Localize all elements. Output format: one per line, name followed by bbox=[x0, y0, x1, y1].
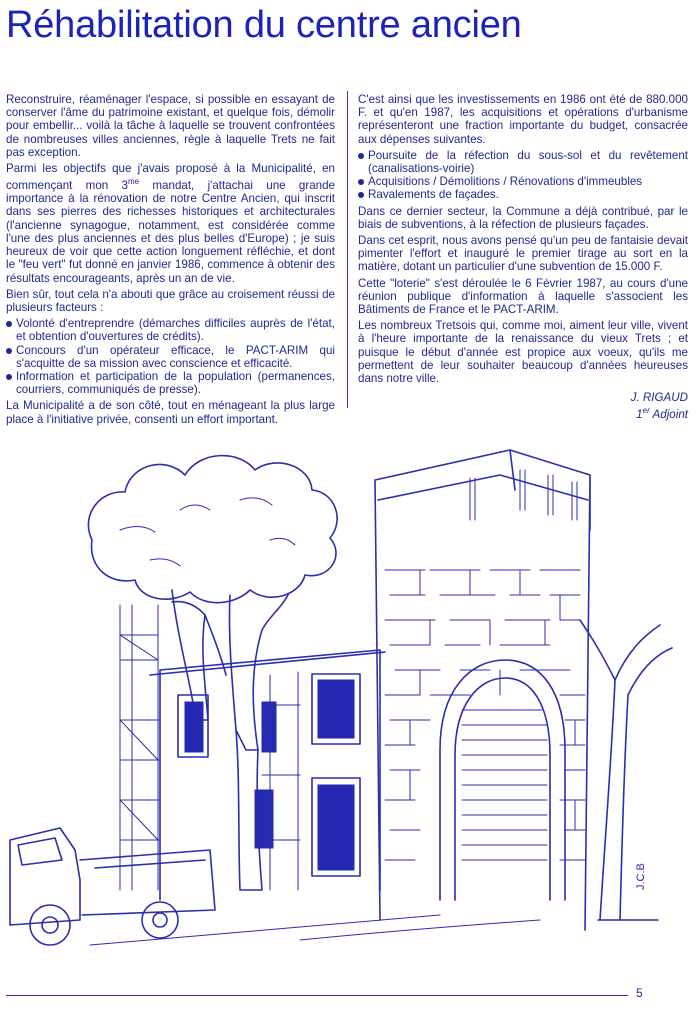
page-number: 5 bbox=[636, 986, 643, 1000]
paragraph: Bien sûr, tout cela n'a abouti que grâce au croisement réussi de plusieurs facteurs : bbox=[6, 287, 335, 314]
paragraph: Reconstruire, réaménager l'espace, si possible en essayant de conserver l'âme du patrimoine existant, et quelque fois, démolir pour embellir... voilà la tâche à laquelle se trouvent confrontées de nombreuses villes anciennes, règle à laquelle Trets ne fait pas exception. bbox=[6, 93, 335, 159]
bullet-list bbox=[6, 317, 335, 396]
bullet-list bbox=[358, 149, 688, 202]
paragraph: Dans cet esprit, nous avons pensé qu'un peu de fantaisie devait pimenter l'effort et inauguré le premier tirage au sort en la matière, dotant un particulier d'une subvention de 15.000 F. bbox=[358, 234, 688, 274]
artist-initials: J.C.B bbox=[635, 863, 647, 890]
paragraph: Parmi les objectifs que j'avais proposé à la Municipalité, en commençant mon $3^{me}$ mandat, j'attachai une grande importance à la rénovation de notre Centre Ancien, qui inscrit dans ses pierres des richesses historiques et architecturales (l'ancienne synagogue, notamment, est considérée comme l'une des plus anciennes et des plus belles d'Europe) ; je suis heureux de voir que cette action longuement réfléchie, et dont le "feu vert" fut donné en janvier 1986, commence à obtenir des résultats encourageants, après un an de vie. bbox=[6, 162, 335, 285]
list-item: Information et participation de la population (permanences, courriers, communiqués de presse). bbox=[6, 370, 335, 396]
list-item: Volonté d'entreprendre (démarches difficiles auprès de l'état, et obtention d'ouvertures de crédits). bbox=[6, 317, 335, 343]
right-column bbox=[358, 93, 688, 421]
list-item: Concours d'un opérateur efficace, le PACT-ARIM qui s'acquitte de sa mission avec conscience et efficacité. bbox=[6, 344, 335, 370]
paragraph: La Municipalité a de son côté, tout en ménageant la plus large place à l'initiative privée, consenti un effort important. bbox=[6, 399, 335, 426]
paragraph: Les nombreux Tretsois qui, comme moi, aiment leur ville, vivent à l'heure importante de la renaissance du vieux Trets ; et puisque le début d'année est propice aux voeux, qu'ils me permettent de leur souhaiter beaucoup d'années heureuses dans notre ville. bbox=[358, 319, 688, 386]
footer-rule bbox=[6, 995, 628, 996]
paragraph: Dans ce dernier secteur, la Commune a déjà contribué, par le biais de subventions, à la réfection de plusieurs façades. bbox=[358, 204, 688, 231]
page-title: Réhabilitation du centre ancien bbox=[6, 4, 522, 46]
street-illustration bbox=[0, 420, 700, 980]
signature bbox=[358, 391, 688, 421]
signature-name: J. RIGAUD bbox=[630, 391, 688, 405]
signature-role: 1er Adjoint bbox=[636, 406, 688, 422]
column-divider bbox=[347, 91, 348, 408]
paragraph: Cette "loterie" s'est déroulée le 6 Février 1987, au cours d'une réunion publique d'information à laquelle s'associent les Bâtiments de France et le PACT-ARIM. bbox=[358, 276, 688, 317]
left-column bbox=[6, 93, 335, 429]
list-item: Ravalements de façades. bbox=[358, 188, 688, 201]
list-item: Acquisitions / Démolitions / Rénovations d'immeubles bbox=[358, 175, 688, 188]
paragraph: C'est ainsi que les investissements en 1986 ont été de 880.000 F. et qu'en 1987, les acquisitions et opérations d'urbanisme représenteront une fraction importante du budget, consacrée aux dépenses suivantes. bbox=[358, 93, 688, 146]
list-item: Poursuite de la réfection du sous-sol et du revêtement (canalisations-voirie) bbox=[358, 149, 688, 175]
